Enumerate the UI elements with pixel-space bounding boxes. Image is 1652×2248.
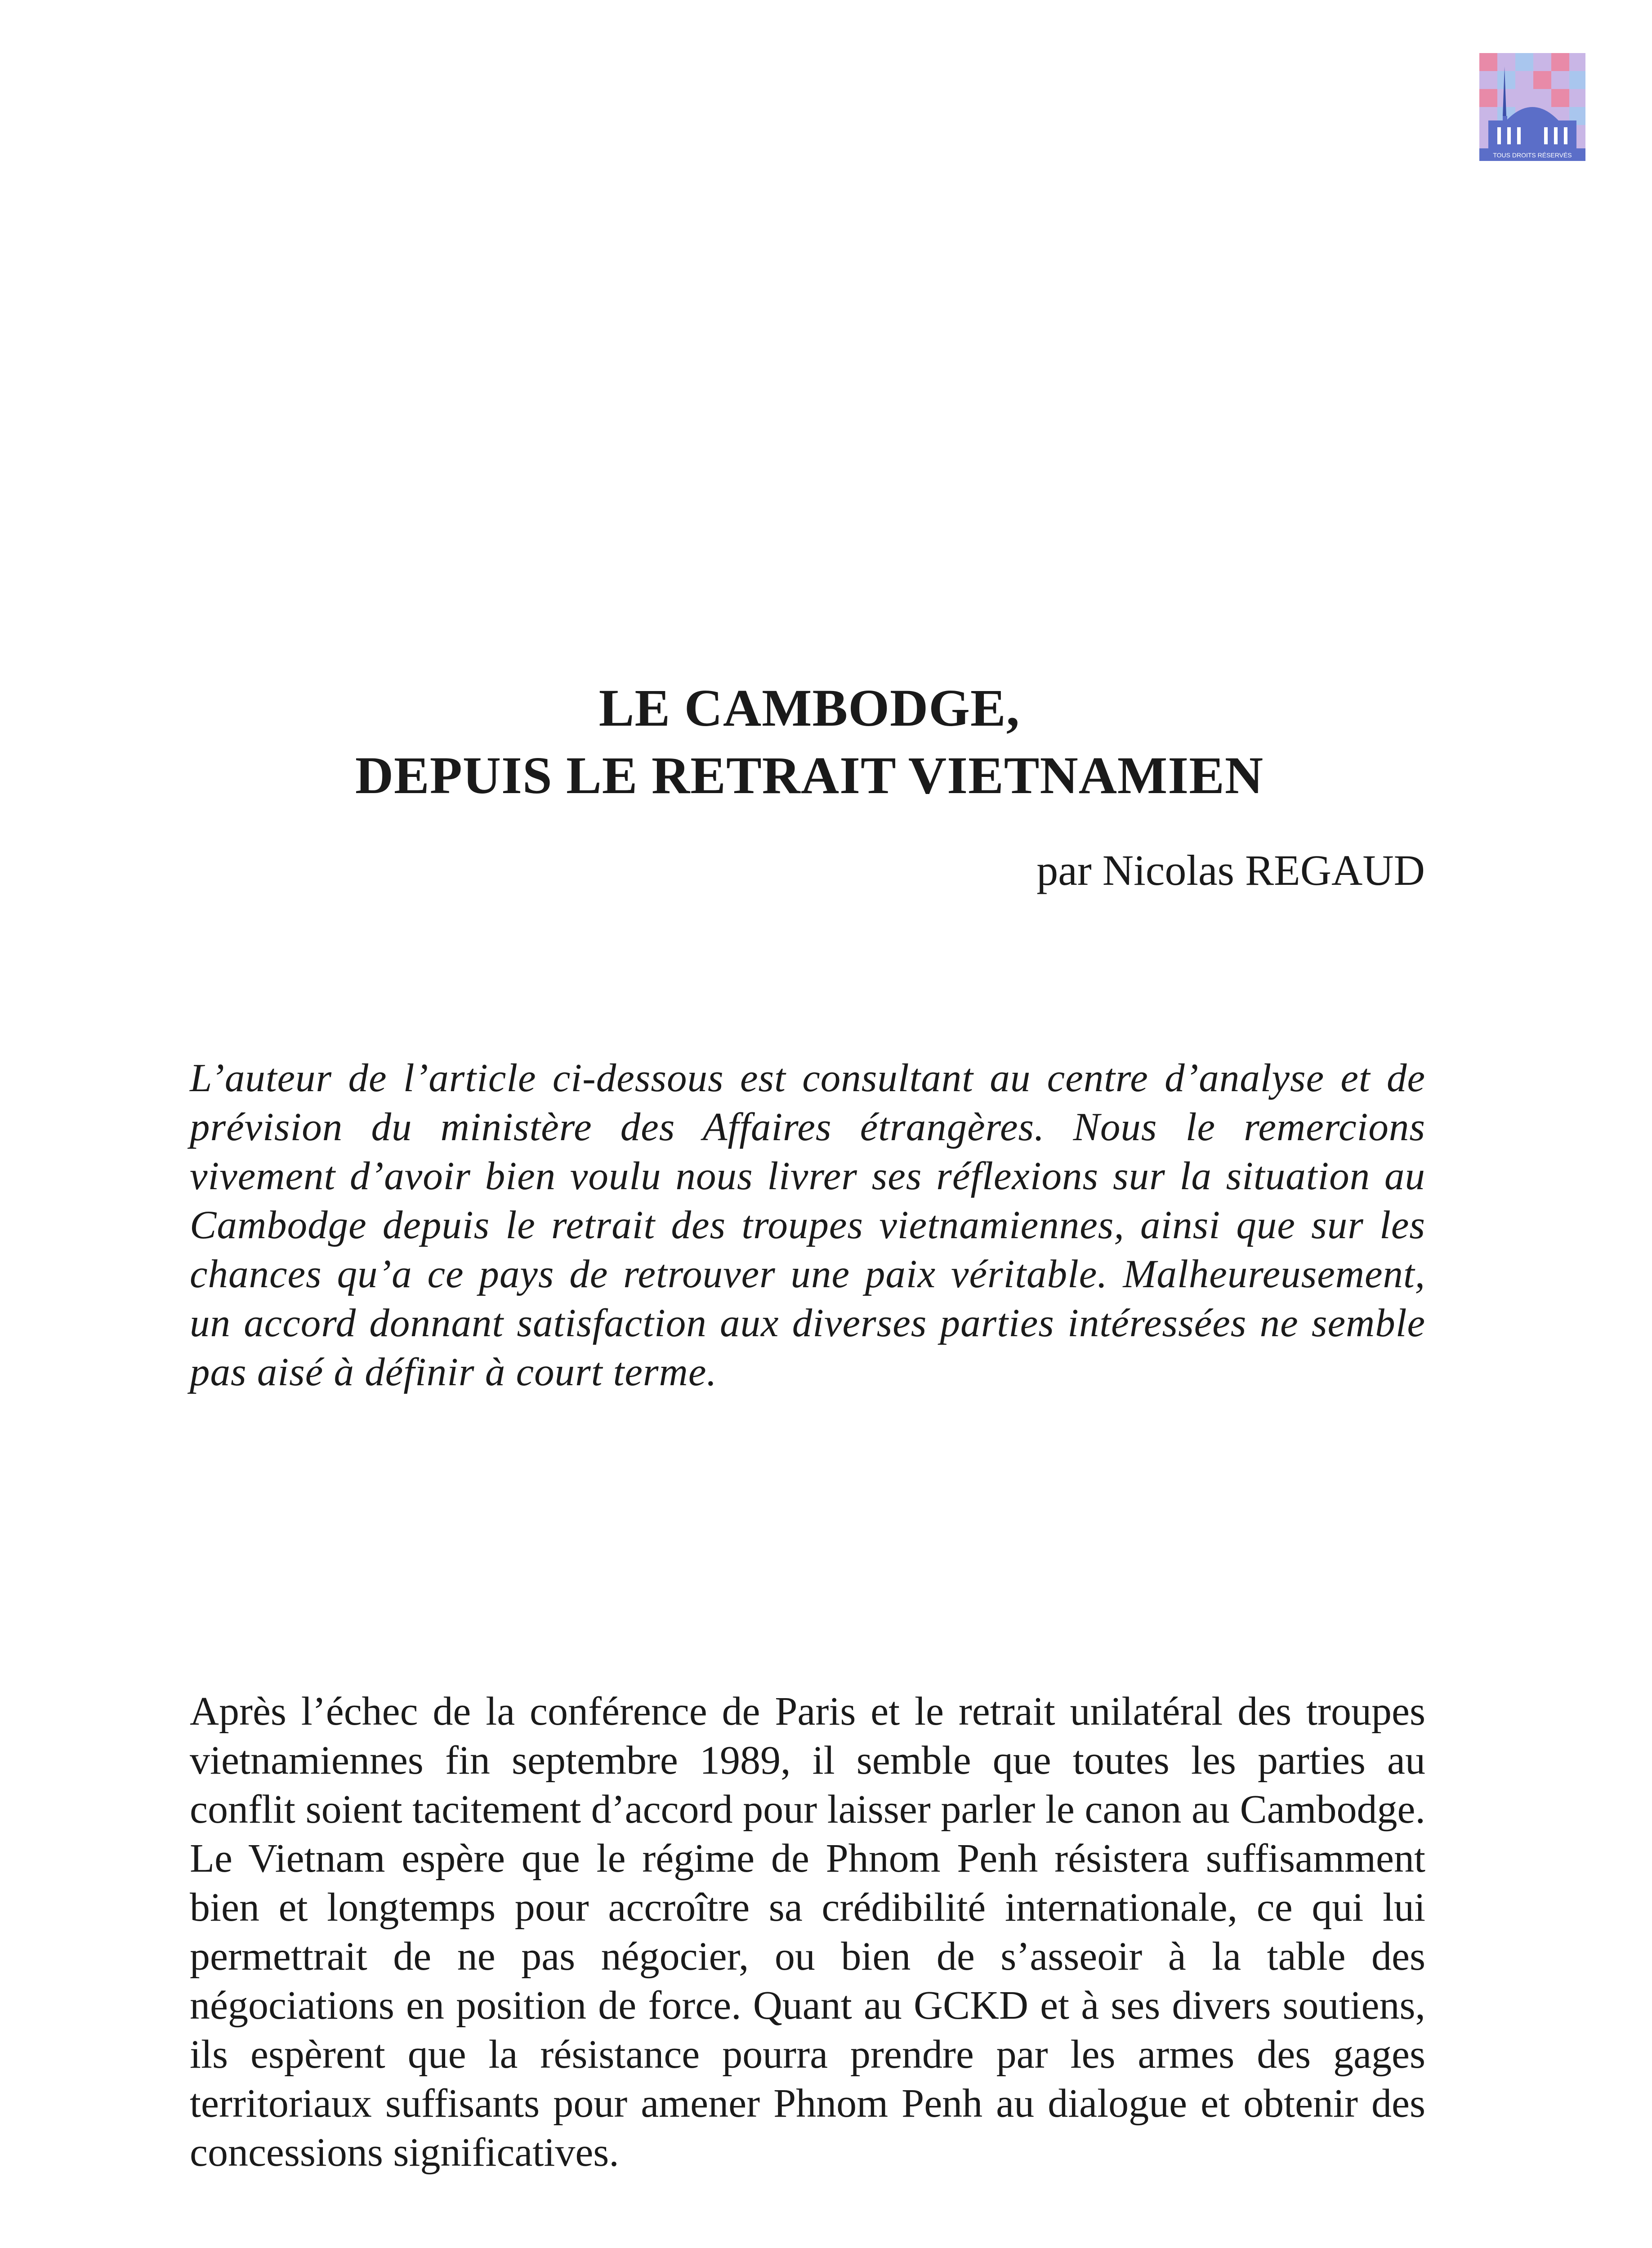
author-byline: par Nicolas REGAUD	[1036, 846, 1425, 894]
abstract-paragraph: L’auteur de l’article ci-dessous est consultant au centre d’analyse et de prévision du ministère des Affaires étrangères. Nous le remercions vivement d’avoir bien voulu nous livrer ses réflexions sur la situation au Cambodge depuis le retrait des troupes vietnamiennes, ainsi que sur les chances qu’a ce pays de retrouver une paix véritable. Malheureusement, un accord donnant satisfaction aux diverses parties intéressées ne semble pas aisé à définir à court terme.	[190, 1056, 1425, 1394]
title-line-1: LE CAMBODGE,	[598, 678, 1020, 737]
title-line-2: DEPUIS LE RETRAIT VIETNAMIEN	[355, 746, 1264, 805]
logo-caption: TOUS DROITS RÉSERVÉS	[1493, 152, 1572, 159]
body-paragraph: Après l’échec de la conférence de Paris et le retrait unilatéral des troupes vietnamiennes fin septembre 1989, il semble que toutes les parties au conflit soient tacitement d’accord pour laisser parler le canon au Cambodge. Le Vietnam espère que le régime de Phnom Penh résistera suffisamment bien et longtemps pour accroître sa crédibilité internationale, ce qui lui permettrait de ne pas négocier, ou bien de s’asseoir à la table des négociations en position de force. Quant au GCKD et à ses divers soutiens, ils espèrent que la résistance pourra prendre par les armes des gages territoriaux suffisants pour amener Phnom Penh au dialogue et obtenir des concessions significatives.	[190, 1689, 1425, 2175]
publisher-logo-icon	[1479, 53, 1585, 161]
article-title	[189, 674, 1430, 809]
